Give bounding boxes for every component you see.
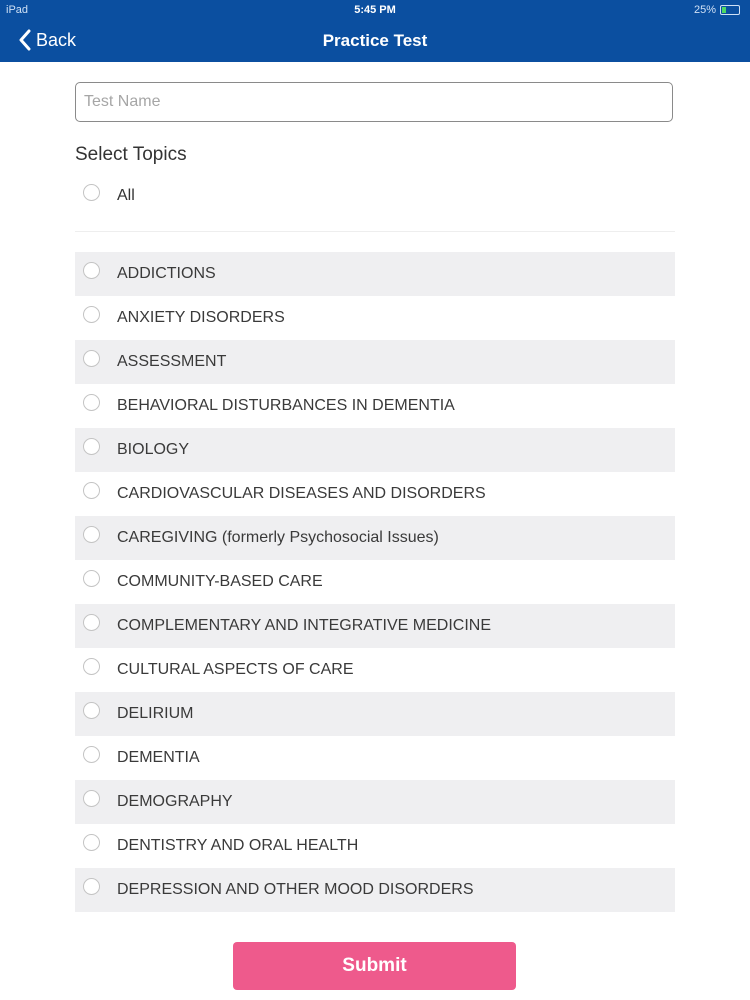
topic-label: DELIRIUM	[117, 705, 194, 722]
topic-option[interactable]	[75, 296, 675, 340]
topic-list[interactable]	[75, 252, 675, 924]
page-title: Practice Test	[322, 31, 428, 50]
topic-label: DEPRESSION AND OTHER MOOD DISORDERS	[117, 881, 474, 898]
topic-option[interactable]	[75, 648, 675, 692]
radio-icon[interactable]	[83, 350, 100, 367]
topic-label: DEMENTIA	[117, 749, 200, 766]
radio-icon[interactable]	[83, 394, 100, 411]
topic-label: ADDICTIONS	[117, 265, 216, 282]
radio-icon[interactable]	[83, 658, 100, 675]
topic-option[interactable]	[75, 692, 675, 736]
test-name-input[interactable]	[75, 82, 673, 122]
topic-label: COMPLEMENTARY AND INTEGRATIVE MEDICINE	[117, 617, 491, 634]
topic-label: BIOLOGY	[117, 441, 190, 458]
radio-icon[interactable]	[83, 184, 100, 201]
nav-bar	[0, 0, 750, 62]
topic-label: ANXIETY DISORDERS	[117, 309, 285, 326]
submit-button[interactable]: Submit	[233, 942, 516, 990]
topic-label: CAREGIVING (formerly Psychosocial Issues)	[117, 529, 439, 546]
select-topics-label: Select Topics	[75, 144, 187, 165]
topic-option[interactable]	[75, 780, 675, 824]
topic-option[interactable]	[75, 868, 675, 912]
topic-option[interactable]	[75, 604, 675, 648]
topic-option[interactable]	[75, 516, 675, 560]
battery-icon	[720, 5, 740, 15]
topic-option[interactable]	[75, 472, 675, 516]
radio-icon[interactable]	[83, 746, 100, 763]
divider	[75, 231, 675, 232]
back-label: Back	[36, 29, 77, 50]
topic-label: BEHAVIORAL DISTURBANCES IN DEMENTIA	[117, 397, 455, 414]
battery-fill	[722, 7, 726, 13]
topic-option[interactable]	[75, 736, 675, 780]
device-label: iPad	[6, 4, 29, 16]
topic-option[interactable]	[75, 824, 675, 868]
radio-icon[interactable]	[83, 438, 100, 455]
topic-label: COMMUNITY-BASED CARE	[117, 573, 323, 590]
radio-icon[interactable]	[83, 834, 100, 851]
radio-icon[interactable]	[83, 614, 100, 631]
radio-icon[interactable]	[83, 482, 100, 499]
topic-label: CARDIOVASCULAR DISEASES AND DISORDERS	[117, 485, 486, 502]
topic-option[interactable]	[75, 384, 675, 428]
radio-icon[interactable]	[83, 878, 100, 895]
topic-label: CULTURAL ASPECTS OF CARE	[117, 661, 354, 678]
radio-icon[interactable]	[83, 262, 100, 279]
battery-indicator	[694, 4, 740, 16]
all-label: All	[117, 187, 135, 204]
radio-icon[interactable]	[83, 790, 100, 807]
radio-icon[interactable]	[83, 702, 100, 719]
radio-icon[interactable]	[83, 570, 100, 587]
status-bar	[0, 0, 750, 20]
topic-label: DENTISTRY AND ORAL HEALTH	[117, 837, 359, 854]
topic-option[interactable]	[75, 340, 675, 384]
status-time: 5:45 PM	[354, 4, 396, 16]
all-topics-option[interactable]	[75, 178, 675, 214]
topic-label: ASSESSMENT	[117, 353, 227, 370]
topic-option[interactable]	[75, 428, 675, 472]
radio-icon[interactable]	[83, 526, 100, 543]
topic-option[interactable]	[75, 560, 675, 604]
topic-label: DEMOGRAPHY	[117, 793, 233, 810]
radio-icon[interactable]	[83, 306, 100, 323]
topic-option[interactable]	[75, 252, 675, 296]
battery-percent: 25%	[693, 4, 716, 16]
